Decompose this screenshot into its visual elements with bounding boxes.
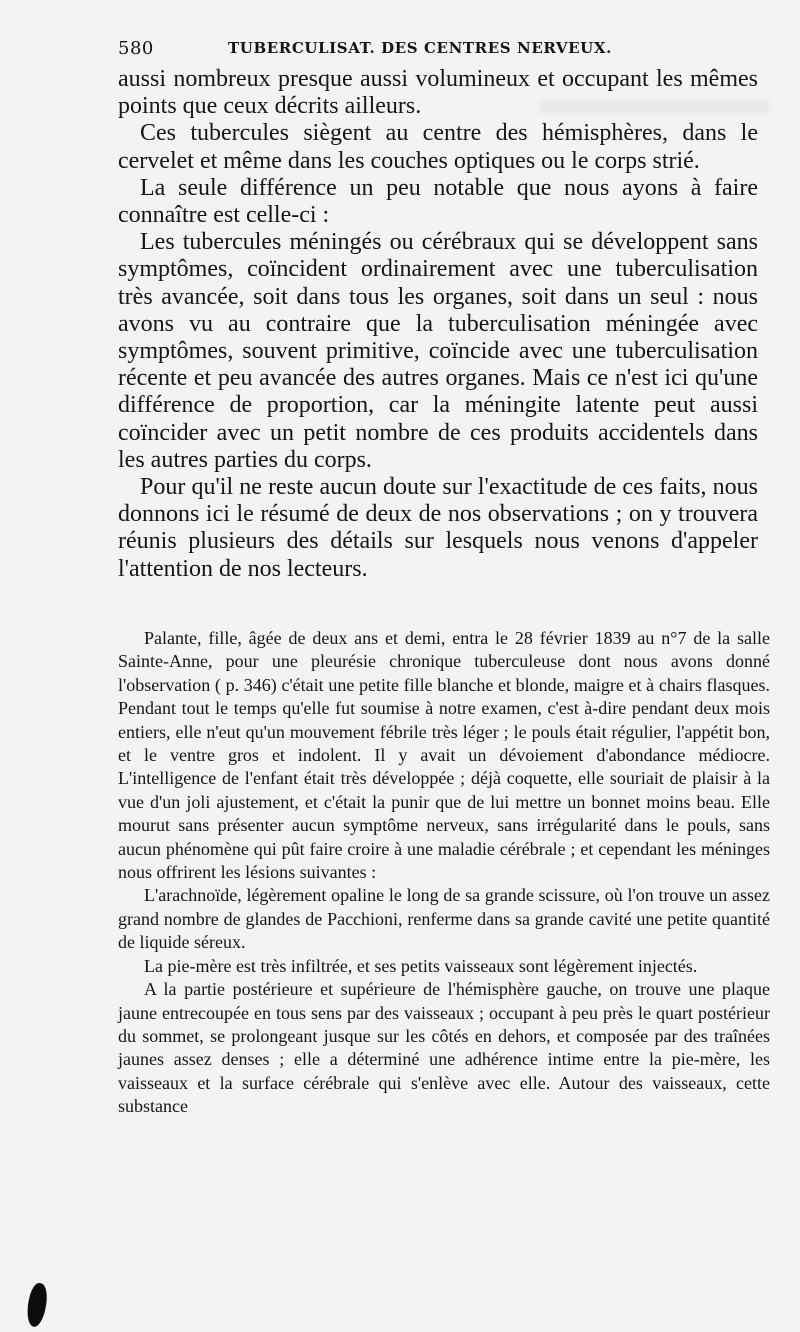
- paragraph-continuation: aussi nombreux presque aussi volumineux et occupant les mêmes points que ceux décrits ailleurs.: [118, 66, 758, 120]
- observation-paragraph: La pie-mère est très infiltrée, et ses petits vaisseaux sont légèrement injectés.: [144, 955, 698, 976]
- paragraph: Les tubercules méningés ou cérébraux qui se développent sans symptômes, coïncident ordinairement avec une tuberculisation très avancée, soit dans tous les organes, soit dans un seul : nous avons vu au contraire que la tuberculisation méningée avec symptômes, souvent primitive, coïncide avec une tuberculisation récente et peu avancée des autres organes. Mais ce n'est ici qu'une différence de proportion, car la méningite latente peut aussi coïncider avec un petit nombre de ces produits accidentels dans les autres parties du corps.: [118, 229, 758, 473]
- observation-paragraph: A la partie postérieure et supérieure de l'hémisphère gauche, on trouve une plaque jaune entrecoupée en tous sens par des vaisseaux ; occupant à peu près le quart postérieur du sommet, se prolongeant jusque sur les côtés en dehors, et composée par des traînées jaunes assez denses ; elle a déterminé une adhérence intime entre la pie-mère, les vaisseaux et la surface cérébrale qui s'enlève avec elle. Autour des vaisseaux, cette substance: [118, 979, 770, 1117]
- main-text: [118, 66, 758, 583]
- ink-blot-mark: [24, 1282, 51, 1329]
- paragraph: Ces tubercules siègent au centre des hémisphères, dans le cervelet et même dans les couches optiques ou le corps strié.: [118, 120, 758, 174]
- observation-text: [118, 627, 770, 1119]
- running-title: TUBERCULISAT. DES CENTRES NERVEUX.: [228, 39, 612, 57]
- paragraph: La seule différence un peu notable que nous ayons à faire connaître est celle-ci :: [118, 174, 758, 229]
- page-number: 580: [118, 38, 154, 59]
- observation-paragraph: Palante, fille, âgée de deux ans et demi, entra le 28 février 1839 au n°7 de la salle Sainte-Anne, pour une pleurésie chronique tuberculeuse dont nous avons donné l'observation ( p. 346) c'était une petite fille blanche et blonde, maigre et à chairs flasques. Pendant tout le temps qu'elle fut soumise à notre examen, c'est à-dire pendant deux mois entiers, elle n'eut qu'un mouvement fébrile très léger ; le pouls était régulier, l'appétit bon, et le ventre gros et indolent. Il y avait un dévoiement d'abondance médiocre. L'intelligence de l'enfant était très développée ; déjà coquette, elle souriait de plaisir à la vue d'un joli ajustement, et c'était la punir que de lui mettre un bonnet moins beau. Elle mourut sans présenter aucun symptôme nerveux, sans irrégularité dans le pouls, sans aucun phénomène qui pût faire croire à une maladie cérébrale ; et cependant les méninges nous offrirent les lésions suivantes :: [118, 628, 770, 883]
- paragraph: Pour qu'il ne reste aucun doute sur l'exactitude de ces faits, nous donnons ici le résumé de deux de nos observations ; on y trouvera réunis plusieurs des détails sur lesquels nous venons d'appeler l'attention de nos lecteurs.: [118, 474, 758, 582]
- observation-paragraph: L'arachnoïde, légèrement opaline le long de sa grande scissure, où l'on trouve un assez grand nombre de glandes de Pacchioni, renferme dans sa grande cavité une petite quantité de liquide séreux.: [118, 885, 770, 953]
- page-header: [118, 38, 758, 60]
